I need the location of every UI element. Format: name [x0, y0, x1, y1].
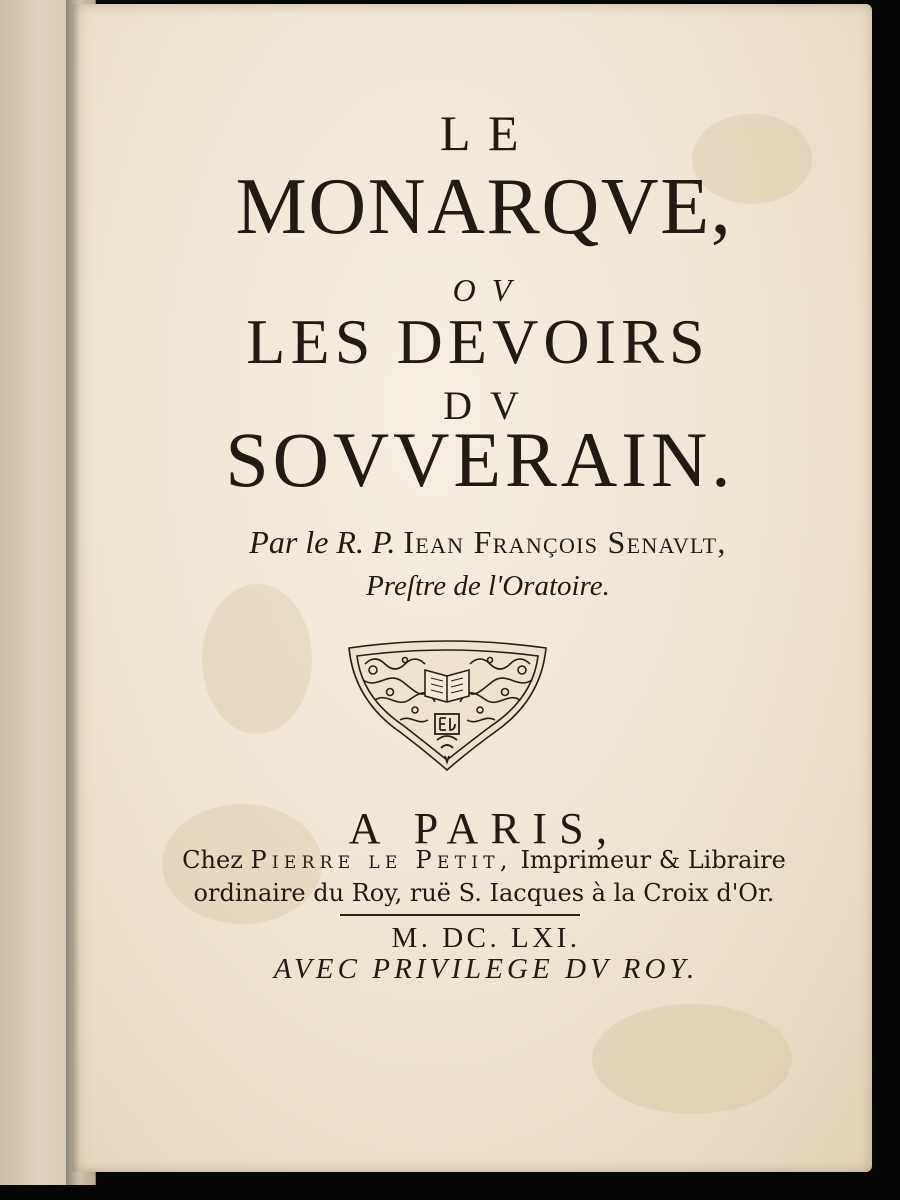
title-line-devoirs: LES DEVOIRS — [246, 306, 710, 377]
place-of-publication: A PARIS, — [348, 804, 620, 853]
title-line-souverain: SOVVERAIN. — [225, 416, 735, 503]
author-role: Preſtre de l'Oratoire. — [366, 570, 610, 602]
printers-device-ornament — [345, 640, 550, 772]
imprint-rule — [340, 914, 580, 916]
publication-date: M. DC. LXI. — [391, 922, 581, 954]
title-line-du: DV — [443, 383, 537, 428]
author-line — [72, 524, 888, 561]
title-line-le: LE — [439, 105, 537, 161]
privilege-line: AVEC PRIVILEGE DV ROY. — [273, 953, 699, 985]
printer-suffix: Imprimeur & Libraire — [520, 846, 786, 874]
title-line-monarque: MONARQVE, — [235, 163, 733, 251]
author-prefix: Par le R. P. — [249, 524, 396, 560]
title-line-ou: OV — [452, 272, 528, 308]
printer-prefix: Chez — [182, 846, 243, 874]
printer-name: Pierre le Petit, — [250, 846, 513, 874]
printer-line — [72, 846, 884, 874]
address-line: ordinaire du Roy, ruë S. Iacques à la Croix d'Or. — [193, 879, 775, 907]
author-name: Iean François Senavlt, — [403, 524, 727, 560]
